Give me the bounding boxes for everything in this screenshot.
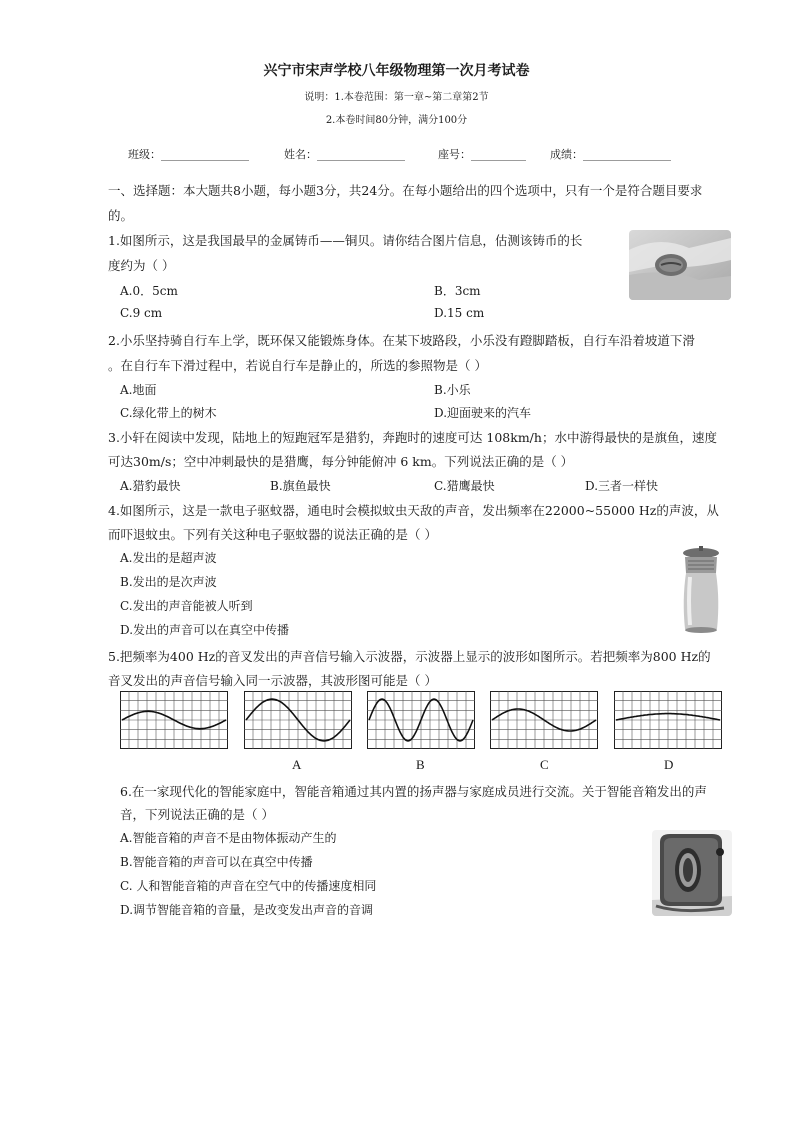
name-field: 姓名：________________ xyxy=(284,148,405,161)
q6-option-d: D.调节智能音箱的音量，是改变发出声音的音调 xyxy=(120,903,374,917)
class-field: 班级：________________ xyxy=(128,148,249,161)
q6-option-b: B.智能音箱的声音可以在真空中传播 xyxy=(120,855,313,869)
q6-stem-line2: 音，下列说法正确的是（ ） xyxy=(120,807,274,822)
waveform-option-b xyxy=(367,691,475,752)
q1-option-c: C.9 cm xyxy=(120,306,163,320)
q2-option-a: A.地面 xyxy=(120,383,157,397)
score-field: 成绩：________________ xyxy=(550,148,671,161)
mosquito-repeller-photo xyxy=(676,545,726,635)
q4-stem-line2: 而吓退蚊虫。下列有关这种电子驱蚊器的说法正确的是（ ） xyxy=(108,527,437,542)
q4-option-b: B.发出的是次声波 xyxy=(120,575,217,589)
waveform-label-d: D xyxy=(664,757,674,772)
q1-option-a: A.0．5cm xyxy=(120,284,178,298)
seat-field: 座号：__________ xyxy=(438,148,526,161)
waveform-option-a xyxy=(244,691,352,752)
q2-stem-line1: 2.小乐坚持骑自行车上学，既环保又能锻炼身体。在某下坡路段，小乐没有蹬脚踏板，自行车沿着坡道下滑 xyxy=(108,333,695,348)
q2-option-d: D.迎面驶来的汽车 xyxy=(434,406,532,420)
waveform-original xyxy=(120,691,228,752)
q6-option-a: A.智能音箱的声音不是由物体振动产生的 xyxy=(120,831,337,845)
q3-option-b: B.旗鱼最快 xyxy=(270,479,331,493)
oscilloscope-grid-b xyxy=(367,691,475,749)
q4-stem-line1: 4.如图所示，这是一款电子驱蚊器，通电时会模拟蚊虫天敌的声音，发出频率在22000~55000 Hz的声波，从 xyxy=(108,503,719,518)
q1-option-d: D.15 cm xyxy=(434,306,485,320)
exam-note-time: 2.本卷时间80分钟，满分100分 xyxy=(325,115,468,126)
q2-stem-line2: 。在自行车下滑过程中，若说自行车是静止的，所选的参照物是（ ） xyxy=(108,358,487,373)
q3-option-a: A.猎豹最快 xyxy=(120,479,181,493)
q3-option-d: D.三者一样快 xyxy=(585,479,659,493)
waveform-label-a: A xyxy=(292,757,302,772)
oscilloscope-grid-c xyxy=(490,691,598,749)
waveform-label-b: B xyxy=(416,757,425,772)
smart-speaker-photo xyxy=(652,830,732,916)
q2-option-c: C.绿化带上的树木 xyxy=(120,406,217,420)
q6-stem-line1: 6.在一家现代化的智能家庭中，智能音箱通过其内置的扬声器与家庭成员进行交流。关于智能音箱发出的声 xyxy=(120,784,707,799)
q4-option-d: D.发出的声音可以在真空中传播 xyxy=(120,623,290,637)
exam-title: 兴宁市宋声学校八年级物理第一次月考试卷 xyxy=(263,63,530,79)
oscilloscope-grid-d xyxy=(614,691,722,749)
section-instruction-line1: 一、选择题：本大题共8小题，每小题3分，共24分。在每小题给出的四个选项中，只有一个是符合题目要求 xyxy=(108,183,703,198)
waveform-option-c xyxy=(490,691,598,752)
exam-note-scope: 说明：1.本卷范围：第一章~第二章第2节 xyxy=(304,92,489,103)
q1-stem-line2: 度约为（ ） xyxy=(108,258,175,273)
section-instruction-line2: 的。 xyxy=(108,208,134,223)
q5-stem-line2: 音叉发出的声音信号输入同一示波器，其波形图可能是（ ） xyxy=(108,673,437,688)
q4-option-a: A.发出的是超声波 xyxy=(120,551,217,565)
q1-stem-line1: 1.如图所示，这是我国最早的金属铸币——铜贝。请你结合图片信息，估测该铸币的长 xyxy=(108,233,583,248)
q3-option-c: C.猎鹰最快 xyxy=(434,479,495,493)
q4-option-c: C.发出的声音能被人听到 xyxy=(120,599,253,613)
q3-stem-line1: 3.小轩在阅读中发现，陆地上的短跑冠军是猎豹，奔跑时的速度可达 108km/h；水中游得最快的是旗鱼，速度 xyxy=(108,430,717,445)
oscilloscope-grid-a xyxy=(244,691,352,749)
q5-stem-line1: 5.把频率为400 Hz的音叉发出的声音信号输入示波器，示波器上显示的波形如图所示。若把频率为800 Hz的 xyxy=(108,649,711,664)
q3-stem-line2: 可达30m/s；空中冲刺最快的是猎鹰，每分钟能俯冲 6 km。下列说法正确的是（ ） xyxy=(108,454,574,469)
q2-option-b: B.小乐 xyxy=(434,383,471,397)
waveform-option-d xyxy=(614,691,722,752)
q6-option-c: C. 人和智能音箱的声音在空气中的传播速度相同 xyxy=(120,879,377,893)
oscilloscope-grid-original xyxy=(120,691,228,749)
copper-shell-coin-photo xyxy=(629,230,731,300)
waveform-label-c: C xyxy=(540,757,549,772)
q1-option-b: B．3cm xyxy=(434,284,481,298)
